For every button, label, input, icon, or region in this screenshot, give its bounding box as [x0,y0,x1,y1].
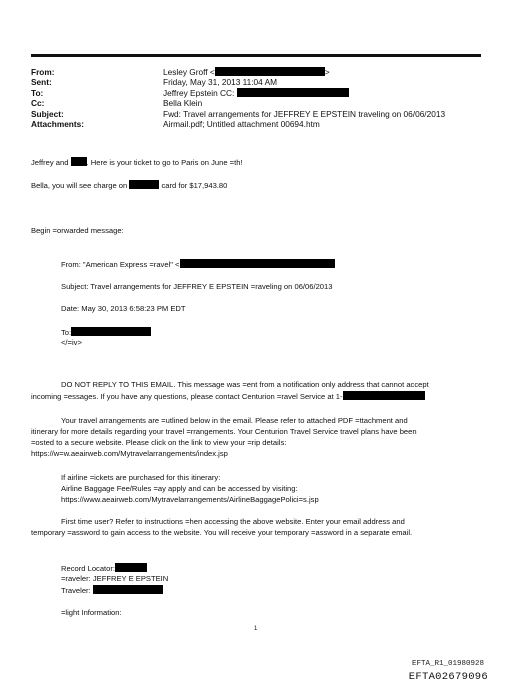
record-locator-line [61,563,147,575]
sent-value: Friday, May 31, 2013 11:04 AM [163,77,278,88]
greeting-end: . Here is your ticket to go to Paris on June =th! [86,158,243,167]
subject-label: Subject: [31,108,64,119]
notice-line-1: DO NOT REPLY TO THIS EMAIL. This message was =ent from a notification only address that cannot accept [61,380,429,389]
fwd-to-line [61,327,151,339]
fwd-date: Date: May 30, 2013 6:58:23 PM EDT [61,304,186,313]
subject-row [31,109,445,119]
from-name: Lesley Groff < [163,67,215,77]
from-value [163,67,330,77]
greeting-line [31,157,243,169]
redaction [237,88,349,97]
redaction [71,327,151,336]
trip-link: https://w=w.aeairweb.com/Mytravelarrangements/index.jsp [31,449,228,458]
page-number: 1 [254,626,258,632]
cc-label: Cc: [31,98,45,109]
traveler-line [61,585,163,597]
begin-forwarded: Begin =orwarded message: [31,226,124,235]
subject-value: Fwd: Travel arrangements for JEFFREY E EPSTEIN traveling on 06/06/2013 [163,108,446,119]
header-rule [31,54,481,57]
flight-information: =light Information: [61,608,122,617]
attachments-value: Airmail.pdf; Untitled attachment 00694.htm [163,119,320,130]
arrangements-line-2: itinerary for more details regarding your travel =rrangements. Your Centurion Travel Service travel plans have been [31,427,417,436]
to-label: To: [31,87,44,98]
charge-start: Bella, you will see charge on [31,181,128,190]
cc-value: Bella Klein [163,98,203,109]
redaction [180,259,335,268]
redaction [71,157,87,166]
from-tail: > [324,67,330,77]
sent-label: Sent: [31,77,52,88]
fwd-subject: Subject: Travel arrangements for JEFFREY E EPSTEIN =raveling on 06/06/2013 [61,282,333,291]
first-time-line-2: temporary =assword to gain access to the website. You will receive your temporary =assword in a separate email. [31,528,413,537]
cc-row [31,98,445,108]
arrangements-line-3: =osted to a secure website. Please click on the link to view your =rip details: [31,438,287,447]
fwd-div-tag: </=iv> [61,338,82,347]
attachments-row [31,119,445,129]
to-value [163,88,349,98]
charge-end: card for $17,943.80 [161,181,228,190]
notice-line-2 [31,391,425,403]
redaction [215,67,325,76]
fwd-to: To: [61,328,72,337]
to-name: Jeffrey Epstein CC: [163,87,235,98]
email-header [31,67,445,129]
redaction [115,563,147,572]
first-time-line-1: First time user? Refer to instructions =hen accessing the above website. Enter your email address and [61,517,405,526]
attachments-label: Attachments: [31,119,85,130]
baggage-line-1: If airline =ickets are purchased for this itinerary: [61,473,221,482]
charge-line [31,180,227,192]
redaction [129,180,159,189]
document-id-large: EFTA02679096 [408,671,488,683]
traveler-name-line: =raveler: JEFFREY E EPSTEIN [61,574,169,583]
notice-line-2-text: incoming =essages. If you have any questions, please contact Centurion =ravel Service at 1- [31,392,343,401]
baggage-link: https://www.aeairweb.com/Mytravelarrangements/AirlineBaggagePolici=s.jsp [61,495,319,504]
arrangements-line-1: Your travel arrangements are =utlined below in the email. Please refer to attached PDF =ttachment and [61,416,408,425]
to-row [31,88,445,98]
redaction [343,391,425,400]
fwd-from-line [61,259,335,271]
baggage-line-2: Airline Baggage Fee/Rules =ay apply and can be accessed by visiting: [61,484,298,493]
greeting-start: Jeffrey and [31,158,69,167]
from-row [31,67,445,77]
fwd-from: From: "American Express =ravel" < [61,260,180,269]
from-label: From: [31,67,55,77]
traveler-label: Traveler: [61,586,91,595]
document-id-small: EFTA_R1_01980928 [411,660,484,668]
redaction [93,585,163,594]
record-locator-label: Record Locator: [61,564,116,573]
sent-row [31,77,445,87]
